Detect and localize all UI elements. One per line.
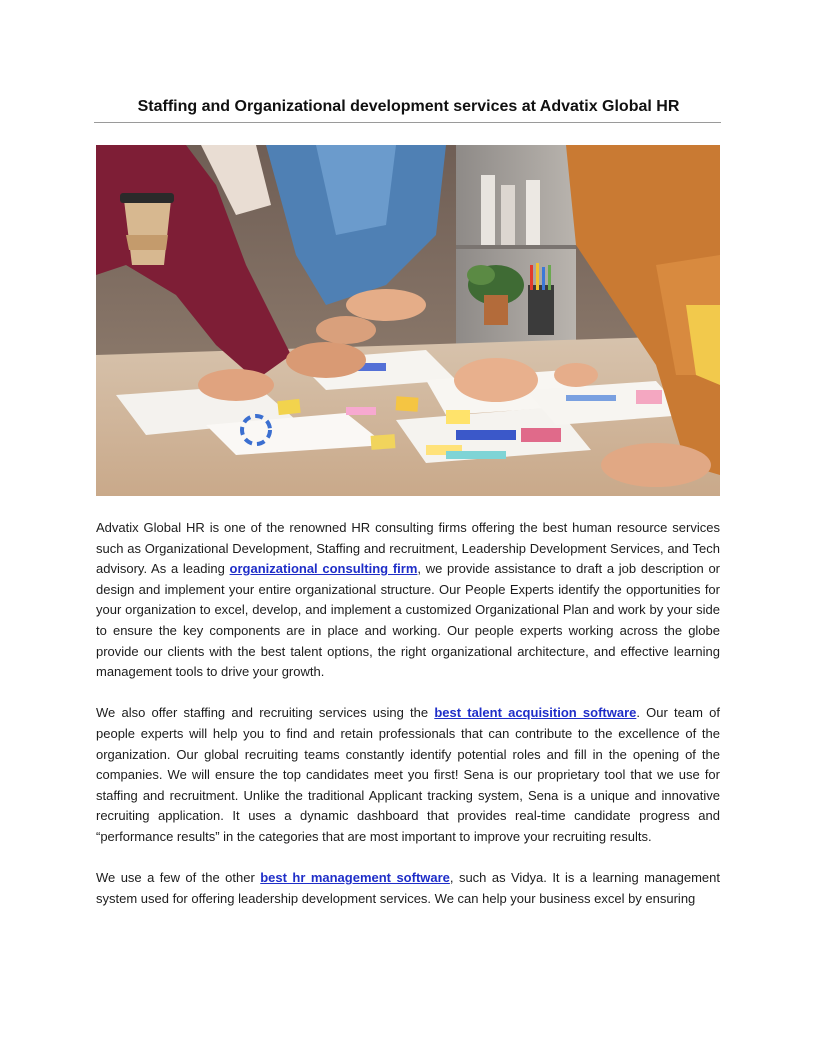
paragraph-text: We also offer staffing and recruiting services using the	[96, 705, 435, 721]
talent-acquisition-software-link[interactable]: best talent acquisition software	[434, 705, 637, 721]
hr-management-software-link[interactable]: best hr management software	[260, 870, 450, 886]
paragraph-text: . Our team of people experts will help you to find and retain professionals that can contribute to the excellence of the organization. Our global recruiting teams constantly identify potential roles and fill in the opening of the companies. We will ensure the top candidates meet you first! Sena is our proprietary tool that we use for staffing and recruitment. Unlike the traditional Applicant tracking system, Sena is a unique and innovative recruiting application. It uses a dynamic dashboard that provides real-time candidate progress and “performance results” in the categories that are most important to improve your recruiting results.	[96, 705, 720, 844]
paragraph-text: , such as Vidya. It is a learning management system used for offering leadership development services. We can help your business excel by ensuring	[96, 870, 721, 906]
paragraph-text: , we provide assistance to draft a job description or design and implement your entire organizational structure. Our People Experts identify the opportunities for your organization to excel, develop, and implement a customized Organizational Plan and work by your side to ensure the key components are in place and working. Our people experts working across the globe provide our clients with the best talent options, the right organizational architecture, and effective learning management tools to drive your growth.	[96, 561, 720, 680]
article-body	[96, 518, 720, 930]
paragraph-hr-software	[96, 868, 720, 909]
organizational-consulting-firm-link[interactable]: organizational consulting firm	[229, 561, 418, 577]
paragraph-text: Advatix Global HR is one of the renowned HR consulting firms offering the best human resource services such as Organizational Development, Staffing and recruitment, Leadership Development Services, and Tech advisory. As a leading	[96, 520, 720, 577]
paragraph-intro	[96, 518, 720, 683]
team-collaboration-photo	[96, 145, 720, 496]
paragraph-text: We use a few of the other	[96, 870, 261, 886]
page-title: Staffing and Organizational development services at Advatix Global HR	[137, 98, 680, 115]
paragraph-staffing	[96, 703, 720, 847]
title-divider	[94, 122, 721, 123]
